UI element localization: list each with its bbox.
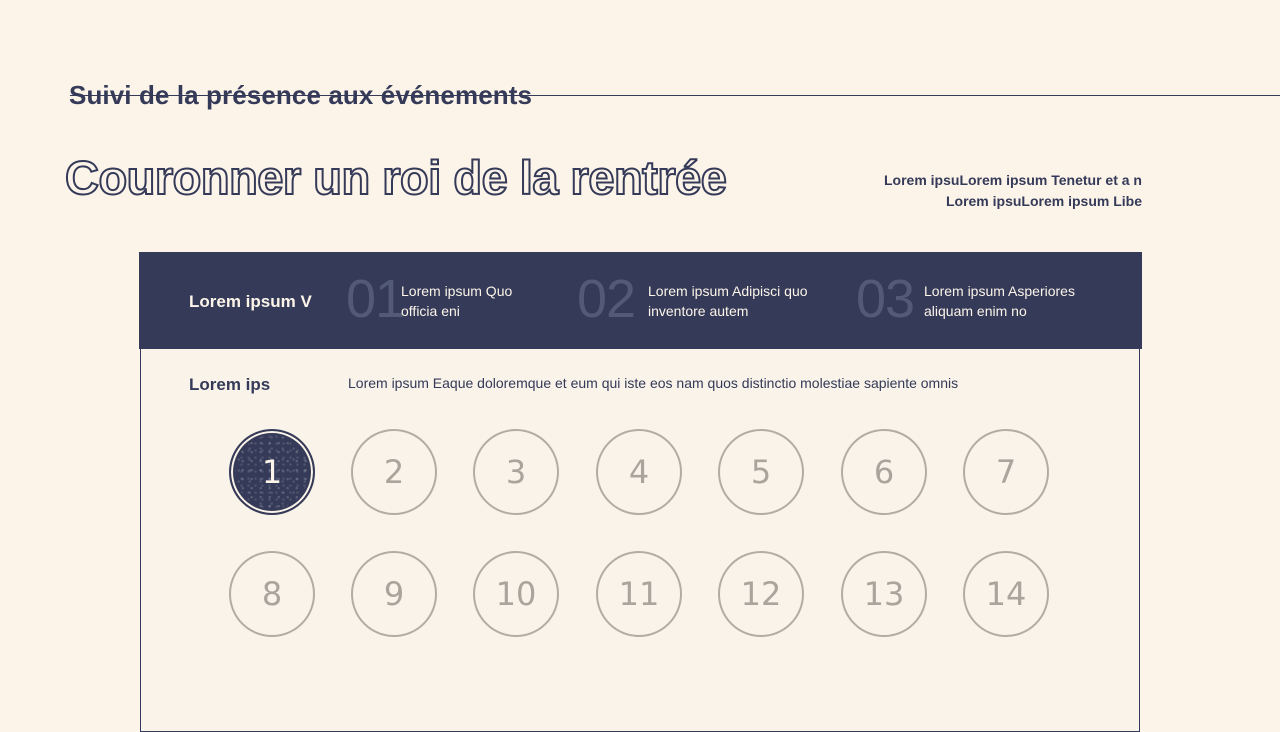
step-text: Lorem ipsum Asperiores aliquam enim no [924, 283, 1075, 319]
day-circle[interactable]: 2 [351, 429, 437, 515]
day-circle[interactable]: 14 [963, 551, 1049, 637]
tagline-line-2: Lorem ipsuLorem ipsum Libe [945, 193, 1142, 209]
day-circle[interactable]: 11 [596, 551, 682, 637]
step-text: Lorem ipsum Adipisci quo inventore autem [648, 283, 808, 319]
tracker-label: Lorem ips [189, 375, 271, 394]
steps-band [139, 252, 1142, 349]
day-circle[interactable]: 13 [841, 551, 927, 637]
step-number: 02 [577, 269, 636, 329]
tagline-line-1: Lorem ipsuLorem ipsum Tenetur et a n [883, 172, 1142, 188]
day-circle[interactable]: 7 [963, 429, 1049, 515]
day-circle[interactable]: 12 [718, 551, 804, 637]
page-title: Couronner un roi de la rentrée [65, 151, 727, 204]
page-eyebrow: Suivi de la présence aux événements [69, 80, 533, 110]
band-label: Lorem ipsum V [189, 292, 312, 311]
day-circle[interactable]: 9 [351, 551, 437, 637]
step-number: 01 [346, 269, 405, 329]
tracker-description: Lorem ipsum Eaque doloremque et eum qui iste eos nam quos distinctio molestiae sapiente omnis [348, 375, 959, 391]
step-number: 03 [856, 269, 915, 329]
day-circle-checked[interactable]: 1 [229, 429, 315, 515]
step-text: Lorem ipsum Quo officia eni [401, 283, 513, 319]
day-circle[interactable]: 6 [841, 429, 927, 515]
day-circle[interactable]: 8 [229, 551, 315, 637]
day-circle[interactable]: 4 [596, 429, 682, 515]
day-circle[interactable]: 3 [473, 429, 559, 515]
day-circle[interactable]: 10 [473, 551, 559, 637]
tagline [842, 170, 1142, 212]
day-circle[interactable]: 5 [718, 429, 804, 515]
